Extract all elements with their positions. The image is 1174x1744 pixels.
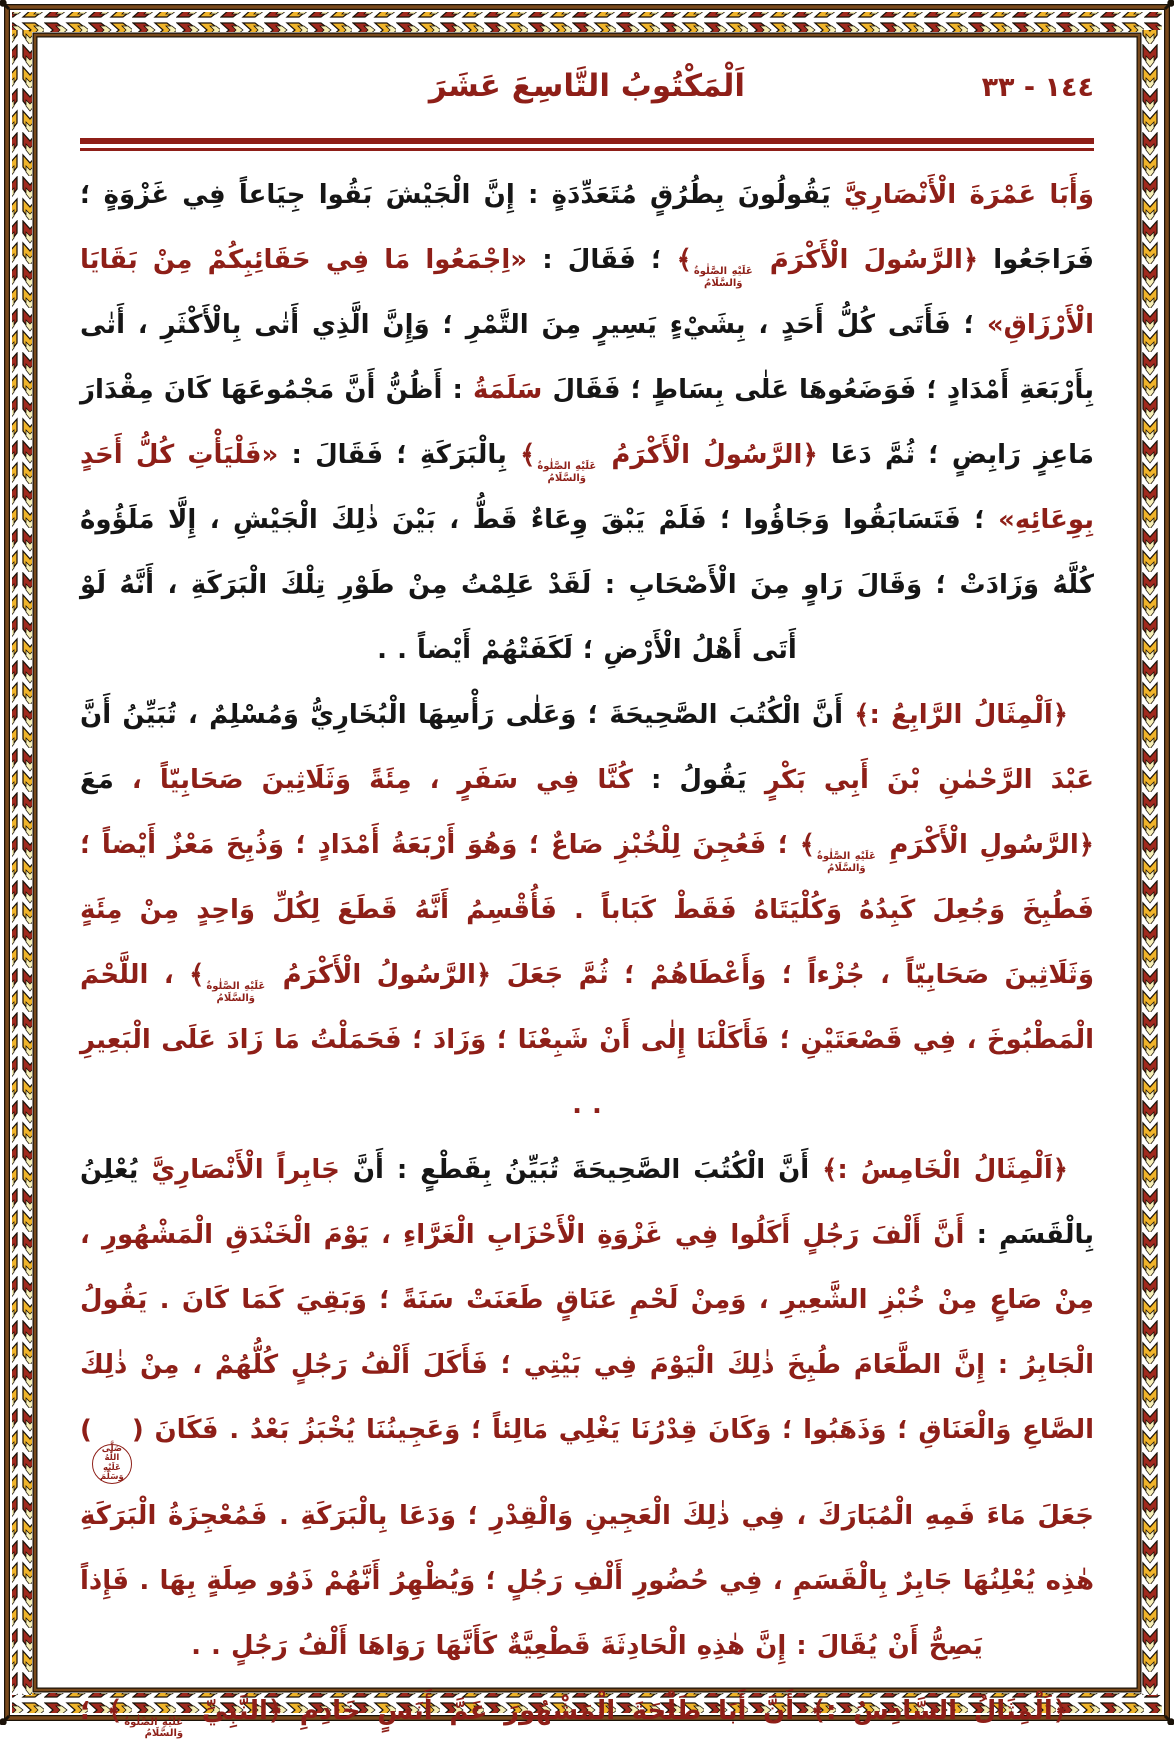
page-number: ١٤٤ - ٣٣: [981, 72, 1094, 103]
salawat-cartouche-icon: عَلَيْهِ الصَّلٰوةُ وَالسَّلَامُ: [537, 461, 597, 484]
text-segment: ﴿الرَّسُولُ الْأَكْرَمُ: [267, 960, 492, 990]
text-segment: ؛ فَقَالَ :: [527, 245, 677, 275]
text-segment: كُنَّا فِي سَفَرٍ ، مِئَةً وَثَلَاثِينَ صَحَابِيّاً ،: [113, 765, 633, 795]
text-segment: ﴿الرَّسُولُ الْأَكْرَمُ: [598, 440, 818, 470]
text-segment: يَقُولُونَ بِطُرُقٍ مُتَعَدِّدَةٍ : إِنَّ الْجَيْشَ بَقُوا جِيَاعاً فِي غَزْوَةٍ ؛ فَرَاجَعُوا: [80, 180, 1095, 275]
text-segment: : أَظُنُّ أَنَّ مَجْمُوعَهَا كَانَ مِقْدَارَ مَاعِزٍ رَابِضٍ ؛ ثُمَّ دَعَا: [80, 375, 1094, 470]
paragraph: [80, 163, 1094, 683]
text-segment: وَأَبَا عَمْرَةَ الْأَنْصَارِيَّ: [844, 180, 1094, 210]
text-segment: ﴾: [520, 440, 536, 470]
text-segment: ؛ فَتَسَابَقُوا وَجَاؤُوا ؛ فَلَمْ يَبْقَ وِعَاءٌ قَطُّ ، بَيْنَ ذٰلِكَ الْجَيْشِ ، إِلَّا مَلَؤُوهُ كُلَّهُ وَزَادَتْ ؛ وَقَالَ رَاوٍ مِنَ الْأَصْحَابِ : لَقَدْ عَلِمْتُ مِنْ طَوْرِ تِلْكَ الْبَرَكَةِ ، أَنَّهُ لَوْ أَتَى أَهْلُ الْأَرْضِ ؛ لَكَفَتْهُمْ أَيْضاً . .: [80, 505, 1094, 665]
text-segment: ﴾ ؛: [80, 1695, 123, 1726]
salawat-cartouche-icon: عَلَيْهِ الصَّلٰوةُ وَالسَّلَامُ: [693, 266, 753, 289]
text-segment: ﴿النَّبِيِّ: [185, 1695, 284, 1726]
text-segment: عَبْدَ الرَّحْمٰنِ بْنَ أَبِي بَكْرٍ: [764, 765, 1094, 795]
salla-roundel-icon: صَلَّى اللّٰهُ عَلَيْهِ وَسَلَّمَ: [92, 1444, 132, 1484]
text-segment: «اِجْمَعُوا مَا فِي حَقَائِبِكُمْ مِنْ بَقَايَا الْأَرْزَاقِ»: [80, 245, 1094, 340]
text-segment: يُعْلِنُ بِالْقَسَمِ :: [80, 1155, 1094, 1250]
text-segment: ﴿اَلْمِثَالُ السَّادِسُ :﴾: [810, 1695, 1068, 1726]
paragraph: [80, 1679, 1094, 1744]
divider-thin-line: [80, 148, 1094, 151]
salawat-cartouche-icon: عَلَيْهِ الصَّلٰوةُ وَالسَّلَامُ: [206, 981, 266, 1004]
text-segment: ﴿الرَّسُولِ الْأَكْرَمِ: [877, 830, 1094, 860]
text-segment: «فَلْيَأْتِ كُلُّ أَحَدٍ بِوِعَائِهِ»: [80, 440, 1094, 535]
text-segment: ﴿الرَّسُولَ الْأَكْرَمَ: [754, 245, 979, 275]
text-segment: ﴾ ؛ فَعُجِنَ لِلْخُبْزِ صَاعٌ ؛ وَهُوَ أَرْبَعَةُ أَمْدَادٍ ؛ وَذُبِحَ مَعْزٌ أَيْضاً ؛ فَطُبِخَ وَجُعِلَ كَبِدُهُ وَكُلْيَتَاهُ فَقَطْ كَبَاباً . فَأُقْسِمُ أَنَّهُ قَطَعَ لِكُلِّ وَاحِدٍ مِنْ مِئَةٍ وَثَلَاثِينَ صَحَابِيّاً ، جُزْءاً ؛ وَأَعْطَاهُمْ ؛ ثُمَّ جَعَلَ: [80, 830, 1094, 990]
salawat-cartouche-icon: عَلَيْهِ الصَّلٰوةُ وَالسَّلَامُ: [816, 851, 876, 874]
text-segment: أَنَّ الْكُتُبَ الصَّحِيحَةَ ؛ وَعَلٰى رَأْسِهَا الْبُخَارِيُّ وَمُسْلِمٌ ، تُبَيِّنُ أَنَّ: [80, 700, 855, 730]
page-content: [36, 36, 1138, 1740]
text-segment: ﴾ ، اللَّحْمَ الْمَطْبُوخَ ، فِي قَصْعَتَيْنِ ؛ فَأَكَلْنَا إِلٰى أَنْ شَبِعْنَا ؛ وَزَادَ ؛ فَحَمَلْتُ مَا زَادَ عَلَى الْبَعِيرِ . .: [80, 960, 1094, 1120]
header-divider: [80, 138, 1094, 151]
text-segment: أَنَّ أَبَا طَلْحَةَ الْمَشْهُورَ عَمَّ أَنَسٍ خَادِمِ: [283, 1695, 811, 1726]
body-text: [80, 163, 1094, 1744]
text-segment: ﴿اَلْمِثَالُ الْخَامِسُ :﴾: [822, 1155, 1068, 1185]
text-segment: ) جَعَلَ مَاءَ فَمِهِ الْمُبَارَكَ ، فِي ذٰلِكَ الْعَجِينِ وَالْقِدْرِ ؛ وَدَعَا بِالْبَرَكَةِ . فَمُعْجِزَةُ الْبَرَكَةِ هٰذِه يُعْلِنُهَا جَابِرٌ بِالْقَسَمِ ، فِي حُضُورِ أَلْفِ رَجُلٍ ؛ وَيُظْهِرُ أَنَّهُمْ ذَوُو صِلَةٍ بِهَا . فَإِذاً يَصِحُّ أَنْ يُقَالَ : إِنَّ هٰذِهِ الْحَادِثَةَ قَطْعِيَّةٌ كَأَنَّهَا رَوَاهَا أَلْفُ رَجُلٍ . .: [80, 1415, 1094, 1661]
salawat-cartouche-icon: عَلَيْهِ الصَّلٰوةُ وَالسَّلَامُ: [124, 1716, 184, 1740]
page-title: اَلْمَكْتُوبُ التَّاسِعَ عَشَرَ: [428, 68, 746, 104]
page-header: [80, 60, 1094, 124]
text-segment: ﴿اَلْمِثَالُ الرَّابِعُ :﴾: [854, 700, 1069, 730]
text-segment: بِالْبَرَكَةِ ؛ فَقَالَ :: [278, 440, 521, 470]
text-segment: سَلَمَةُ: [473, 375, 543, 405]
text-segment: مَعَ: [80, 765, 114, 795]
paragraph: [80, 683, 1094, 1138]
text-segment: ﴾: [676, 245, 692, 275]
text-segment: أَنَّ أَلْفَ رَجُلٍ أَكَلُوا فِي غَزْوَةِ الْأَحْزَابِ الْغَرَّاءِ ، يَوْمَ الْخَنْدَقِ الْمَشْهُورِ ، مِنْ صَاعٍ مِنْ خُبْزِ الشَّعِيرِ ، وَمِنْ لَحْمِ عَنَاقٍ طَعَنَتْ سَنَةً ؛ وَبَقِيَ كَمَا كَانَ . يَقُولُ الْجَابِرُ : إِنَّ الطَّعَامَ طُبِخَ ذٰلِكَ الْيَوْمَ فِي بَيْتِي ؛ فَأَكَلَ أَلْفُ رَجُلٍ كُلُّهُمْ ، مِنْ ذٰلِكَ الصَّاعِ وَالْعَنَاقِ ؛ وَذَهَبُوا ؛ وَكَانَ قِدْرُنَا يَغْلِي مَالِئاً ؛ وَعَجِينُنَا يُخْبَزُ بَعْدُ . فَكَانَ (: [80, 1220, 1094, 1445]
paragraph: [80, 1138, 1094, 1679]
text-segment: يَقُولُ :: [632, 765, 765, 795]
text-segment: أَنَّ الْكُتُبَ الصَّحِيحَةَ تُبَيِّنُ بِقَطْعٍ : أَنَّ: [339, 1155, 823, 1185]
text-segment: ؛ فَأَتَى كُلُّ أَحَدٍ ، بِشَيْءٍ يَسِيرٍ مِنَ التَّمْرِ ؛ وَإِنَّ الَّذِي أَتٰى بِالْأَكْثَرِ ، أَتٰى بِأَرْبَعَةِ أَمْدَادٍ ؛ فَوَضَعُوهَا عَلٰى بِسَاطٍ ؛ فَقَالَ: [80, 310, 1094, 405]
text-segment: جَابِراً الْأَنْصَارِيَّ: [151, 1155, 340, 1185]
